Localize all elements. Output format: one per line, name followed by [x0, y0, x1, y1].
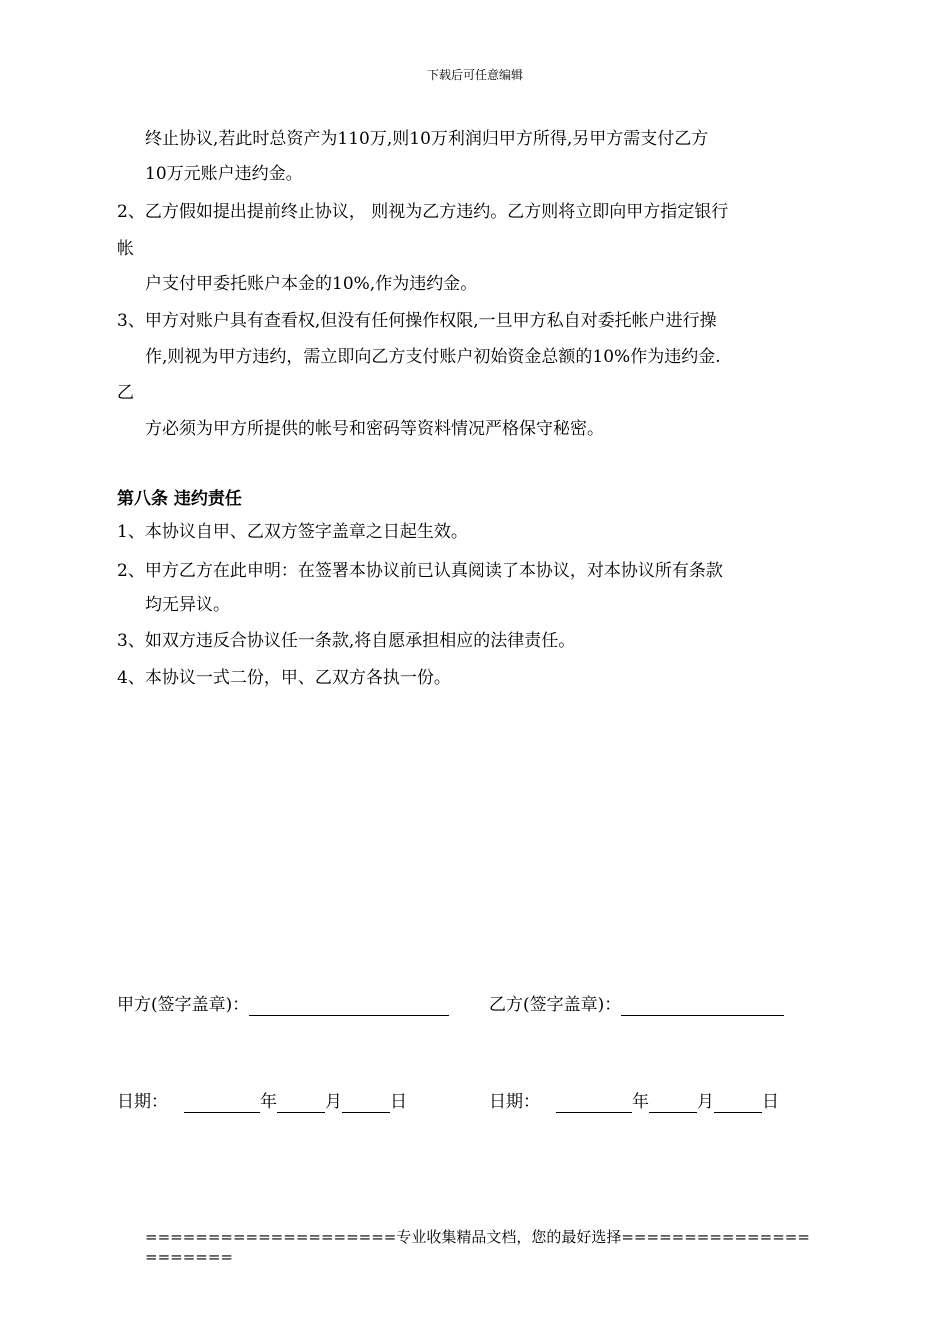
- year-blank[interactable]: [184, 1094, 260, 1113]
- clause-line: 帐: [117, 239, 134, 259]
- section-item: 3、如双方违反合协议任一条款,将自愿承担相应的法律责任。: [117, 631, 576, 651]
- year-label: 年: [260, 1092, 277, 1112]
- day-blank[interactable]: [714, 1094, 762, 1113]
- month-blank[interactable]: [277, 1094, 325, 1113]
- party-a-label: 甲方(签字盖章)：: [117, 995, 250, 1015]
- clause-line: 10万元账户违约金。: [145, 164, 303, 184]
- party-a-signature: [117, 994, 449, 1016]
- section-item: 1、本协议自甲、乙双方签字盖章之日起生效。: [117, 522, 468, 542]
- section-item: 2、甲方乙方在此申明：在签署本协议前已认真阅读了本协议，对本协议所有条款: [117, 561, 723, 581]
- month-label: 月: [325, 1092, 342, 1112]
- clause-line: 3、甲方对账户具有查看权,但没有任何操作权限,一旦甲方私自对委托帐户进行操: [117, 311, 717, 331]
- clause-line: 户支付甲委托账户本金的10%,作为违约金。: [145, 274, 478, 294]
- page-header: 下载后可任意编辑: [426, 68, 523, 82]
- clause-line: 2、乙方假如提出提前终止协议， 则视为乙方违约。乙方则将立即向甲方指定银行: [117, 202, 729, 222]
- date-label: 日期：: [117, 1092, 168, 1112]
- page-footer: ====================专业收集精品文档，您的最好选择======================: [145, 1228, 810, 1266]
- date-label: 日期：: [489, 1092, 540, 1112]
- month-label: 月: [697, 1092, 714, 1112]
- clause-line: 方必须为甲方所提供的帐号和密码等资料情况严格保守秘密。: [145, 419, 604, 439]
- day-blank[interactable]: [342, 1094, 390, 1113]
- clause-line: 乙: [117, 383, 134, 403]
- year-blank[interactable]: [556, 1094, 632, 1113]
- day-label: 日: [762, 1092, 779, 1112]
- party-b-signature: [489, 994, 784, 1016]
- section-item: 4、本协议一式二份，甲、乙双方各执一份。: [117, 668, 451, 688]
- section-item: 均无异议。: [145, 595, 230, 615]
- party-a-date: [117, 1091, 407, 1113]
- clause-line: 作,则视为甲方违约，需立即向乙方支付账户初始资金总额的10%作为违约金.: [145, 347, 721, 367]
- party-b-signature-line[interactable]: [621, 997, 784, 1016]
- party-b-label: 乙方(签字盖章)：: [489, 995, 622, 1015]
- day-label: 日: [390, 1092, 407, 1112]
- month-blank[interactable]: [649, 1094, 697, 1113]
- year-label: 年: [632, 1092, 649, 1112]
- party-b-date: [489, 1091, 779, 1113]
- party-a-signature-line[interactable]: [249, 997, 449, 1016]
- clause-line: 终止协议,若此时总资产为110万,则10万利润归甲方所得,另甲方需支付乙方: [145, 129, 709, 149]
- section-title: 第八条 违约责任: [117, 489, 242, 509]
